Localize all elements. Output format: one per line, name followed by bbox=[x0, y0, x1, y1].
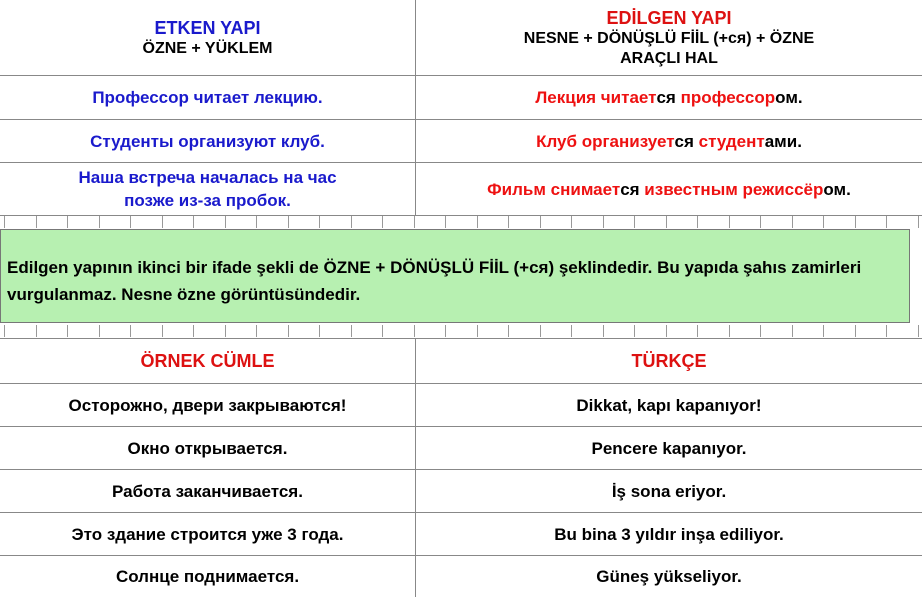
grid-tick bbox=[256, 325, 257, 337]
grammar-note: Edilgen yapının ikinci bir ifade şekli de ÖZNE + DÖNÜŞLÜ FİİL (+ся) şeklindedir. Bu yapıda şahıs zamirleri vurgulanmaz. Nesne özne görüntüsündedir. bbox=[0, 229, 910, 323]
grid-tick bbox=[4, 325, 5, 337]
grid-tick bbox=[288, 325, 289, 337]
grid-tick bbox=[225, 325, 226, 337]
grid-tick bbox=[571, 325, 572, 337]
grid-tick bbox=[634, 325, 635, 337]
active-example-3 bbox=[0, 163, 415, 215]
header-example-sentence: ÖRNEK CÜMLE bbox=[140, 350, 275, 371]
passive-example-part: известным режиссёр bbox=[644, 179, 824, 199]
passive-example-3 bbox=[416, 163, 922, 215]
grid-tick bbox=[99, 325, 100, 337]
grid-tick bbox=[382, 216, 383, 228]
grid-tick bbox=[382, 325, 383, 337]
grid-tick bbox=[162, 325, 163, 337]
grid-tick bbox=[634, 216, 635, 228]
active-example-3-line: Наша встреча началась на час bbox=[78, 168, 337, 187]
header-active-formula: ÖZNE + YÜKLEM bbox=[142, 39, 273, 57]
translation-5: Güneş yükseliyor. bbox=[596, 567, 742, 586]
grid-tick bbox=[67, 216, 68, 228]
example-sentence-1: Осторожно, двери закрываются! bbox=[68, 395, 347, 415]
example-sentence-5: Солнце поднимается. bbox=[115, 567, 300, 586]
grid-tick bbox=[760, 325, 761, 337]
grid-tick bbox=[603, 325, 604, 337]
grid-tick bbox=[288, 216, 289, 228]
grid-tick bbox=[697, 325, 698, 337]
grid-tick bbox=[193, 325, 194, 337]
translation-2: Pencere kapanıyor. bbox=[591, 438, 747, 458]
grid-tick bbox=[162, 216, 163, 228]
header-passive-formula: NESNE + DÖNÜŞLÜ FİİL (+ся) + ÖZNE bbox=[523, 29, 815, 47]
grid-tick bbox=[4, 216, 5, 228]
grid-tick bbox=[508, 325, 509, 337]
example-sentence-3: Работа заканчивается. bbox=[112, 481, 303, 501]
grid-tick bbox=[792, 216, 793, 228]
header-passive-voice bbox=[416, 0, 922, 75]
passive-example-part: Фильм снимает bbox=[487, 179, 621, 199]
passive-example-part: студент bbox=[698, 131, 765, 151]
column-tick-strip bbox=[0, 216, 922, 228]
grid-tick bbox=[540, 216, 541, 228]
example-sentence-4: Это здание строится уже 3 года. bbox=[71, 524, 344, 544]
grid-tick bbox=[477, 216, 478, 228]
grid-tick bbox=[855, 325, 856, 337]
passive-example-part: Клуб организует bbox=[536, 131, 675, 151]
passive-example-part: профессор bbox=[680, 88, 776, 107]
grid-tick bbox=[760, 216, 761, 228]
grid-tick bbox=[823, 325, 824, 337]
grid-tick bbox=[445, 216, 446, 228]
grid-tick bbox=[508, 216, 509, 228]
grid-tick bbox=[414, 325, 415, 337]
grid-tick bbox=[67, 325, 68, 337]
passive-example-2 bbox=[416, 120, 922, 162]
grid-tick bbox=[886, 325, 887, 337]
grid-tick bbox=[36, 216, 37, 228]
grid-tick bbox=[792, 325, 793, 337]
grid-tick bbox=[225, 216, 226, 228]
grid-tick bbox=[571, 216, 572, 228]
active-example-1: Профессор читает лекцию. bbox=[92, 88, 323, 107]
grid-tick bbox=[256, 216, 257, 228]
grid-tick bbox=[603, 216, 604, 228]
active-example-2: Студенты организуют клуб. bbox=[90, 131, 325, 151]
translation-3: İş sona eriyor. bbox=[611, 481, 727, 501]
grid-tick bbox=[414, 216, 415, 228]
grid-tick bbox=[918, 325, 919, 337]
header-turkish: TÜRKÇE bbox=[631, 350, 707, 371]
active-example-3-line: позже из-за пробок. bbox=[124, 191, 291, 210]
grid-tick bbox=[130, 216, 131, 228]
passive-example-part: ся bbox=[656, 88, 681, 107]
grid-tick bbox=[36, 325, 37, 337]
grid-tick bbox=[351, 216, 352, 228]
grid-tick bbox=[193, 216, 194, 228]
example-sentence-2: Окно открывается. bbox=[127, 438, 288, 458]
grid-tick bbox=[886, 216, 887, 228]
grid-tick bbox=[697, 216, 698, 228]
grid-tick bbox=[823, 216, 824, 228]
grid-tick bbox=[99, 216, 100, 228]
passive-example-part: ся bbox=[674, 131, 699, 151]
translation-1: Dikkat, kapı kapanıyor! bbox=[576, 395, 762, 415]
grid-tick bbox=[319, 325, 320, 337]
passive-example-part: ом. bbox=[823, 179, 851, 199]
grid-tick bbox=[477, 325, 478, 337]
grid-tick bbox=[319, 216, 320, 228]
grid-tick bbox=[351, 325, 352, 337]
header-active-voice bbox=[0, 0, 415, 75]
passive-example-part: ом. bbox=[775, 88, 803, 107]
grid-tick bbox=[729, 325, 730, 337]
translation-4: Bu bina 3 yıldır inşa ediliyor. bbox=[554, 524, 784, 544]
header-active-title: ETKEN YAPI bbox=[154, 17, 261, 38]
grid-tick bbox=[855, 216, 856, 228]
grid-tick bbox=[540, 325, 541, 337]
passive-example-1 bbox=[416, 76, 922, 119]
grid-tick bbox=[445, 325, 446, 337]
passive-example-part: ами. bbox=[764, 131, 802, 151]
grid-tick bbox=[729, 216, 730, 228]
passive-example-part: ся bbox=[620, 179, 645, 199]
header-passive-title: EDİLGEN YAPI bbox=[606, 7, 732, 28]
grid-tick bbox=[130, 325, 131, 337]
grid-tick bbox=[918, 216, 919, 228]
grid-tick bbox=[666, 216, 667, 228]
header-passive-formula-case: ARAÇLI HAL bbox=[620, 49, 718, 67]
passive-example-part: Лекция читает bbox=[535, 88, 657, 107]
grid-tick bbox=[666, 325, 667, 337]
column-tick-strip bbox=[0, 325, 922, 337]
